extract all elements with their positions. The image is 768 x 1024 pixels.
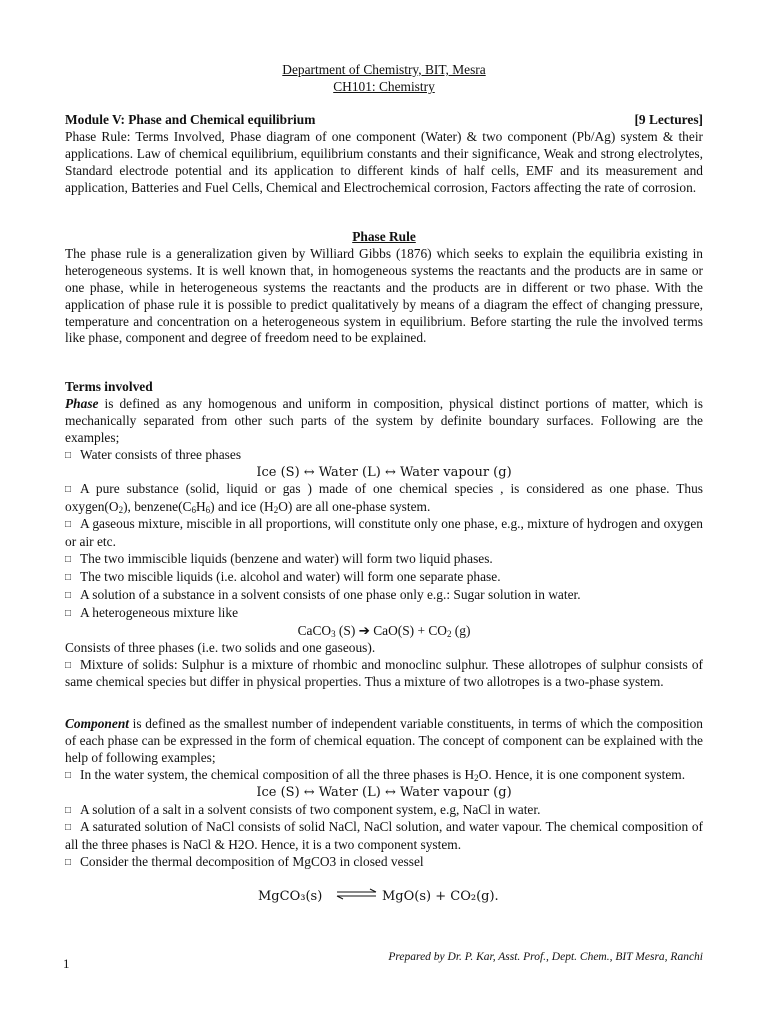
list-item: □ A heterogeneous mixture like	[65, 605, 703, 623]
phase-term: Phase	[65, 395, 99, 411]
component-section	[65, 716, 703, 872]
terms-heading: Terms involved	[65, 379, 153, 394]
list-item: □ Water consists of three phases	[65, 447, 703, 465]
page-number: 1	[63, 956, 70, 971]
phase-rule-intro: The phase rule is a generalization given by Williard Gibbs (1876) which seeks to explain the equilibria existing in heterogeneous systems. It is well known that, in homogeneous systems the reactants and the products are in same or one phase, while in heterogeneous systems the reactants and the products are in different or two phase. With the application of phase rule it is possible to predict qualitatively by means of a diagram the effect of changing pressure, temperature and concentration on a heterogeneous system in equilibrium. Before starting the rule the involved terms like phase, component and degree of freedom need to be explained.	[65, 245, 703, 346]
terms-section	[65, 379, 703, 691]
list-item: □ Mixture of solids: Sulphur is a mixture of rhombic and monoclinc sulphur. These allotropes of sulphur consists of same chemical species but differ in physical properties. Thus a mixture of two allotropes is a two-phase system.	[65, 657, 703, 692]
phase-def-text: is defined as any homogenous and uniform in composition, physical distinct portions of matter, which is mechanically separated from other such parts of the system by definite boundary surfaces. Following are the examples;	[65, 395, 703, 445]
mgco3-left: MgCO₃(s)	[258, 889, 323, 904]
header-department: Department of Chemistry, BIT, Mesra	[282, 62, 486, 77]
component-def-text: is defined as the smallest number of independent variable constituents, in terms of which the composition of each phase can be expressed in the form of chemical equation. The concept of component can be explained with the help of following examples;	[65, 716, 703, 765]
equation-mgco3	[258, 882, 518, 915]
header-course: CH101: Chemistry	[333, 78, 435, 94]
equation-water-phases: Ice (S) ↔ Water (L) ↔ Water vapour (g)	[256, 464, 512, 480]
list-item: □ A pure substance (solid, liquid or gas ) made of one chemical species , is considered as one phase. Thus $oxygen(O_2)$, $benzene(C_6H_6)$ and ice $(H_2O)$ are all one-phase system.	[65, 481, 703, 516]
equilibrium-arrow-icon	[337, 889, 376, 899]
module-title-row	[65, 112, 703, 129]
equation-water-phases-2: Ice (S) ↔ Water (L) ↔ Water vapour (g)	[256, 784, 512, 800]
phase-rule-heading: Phase Rule	[352, 229, 416, 244]
mgco3-right: MgO(s) + CO₂(g).	[382, 889, 499, 904]
list-item: □ A solution of a salt in a solvent consists of two component system, e.g, NaCl in water.	[65, 802, 703, 820]
three-phases-note: Consists of three phases (i.e. two solids and one gaseous).	[65, 639, 376, 655]
module-title: Module V: Phase and Chemical equilibrium	[65, 112, 316, 127]
document-header	[65, 62, 703, 96]
list-item: □ The two miscible liquids (i.e. alcohol and water) will form one separate phase.	[65, 569, 703, 587]
list-item: □ A gaseous mixture, miscible in all proportions, will constitute only one phase, e.g., mixture of hydrogen and oxygen or air etc.	[65, 516, 703, 551]
component-definition	[65, 716, 703, 767]
phase-definition	[65, 396, 703, 447]
list-item: □ A solution of a substance in a solvent consists of one phase only e.g.: Sugar solution in water.	[65, 587, 703, 605]
list-item: □ The two immiscible liquids (benzene and water) will form two liquid phases.	[65, 551, 703, 569]
equation-caco3: CaCO$_3$ (S) ➔ $CaO(S) + CO_2$ (g)	[297, 622, 471, 639]
module-syllabus: Phase Rule: Terms Involved, Phase diagram of one component (Water) & two component (Pb/Ag) system & their applications. Law of chemical equilibrium, equilibrium constants and their significance, Weak and strong electrolytes, Standard electrode potential and its application to different kinds of half cells, EMF and its measurement and application, Batteries and Fuel Cells, Chemical and Electrochemical corrosion, Factors affecting the rate of corrosion.	[65, 128, 703, 195]
list-item: □ Consider the thermal decomposition of MgCO3 in closed vessel	[65, 854, 703, 872]
footer-credit: Prepared by Dr. P. Kar, Asst. Prof., Dept. Chem., BIT Mesra, Ranchi	[388, 951, 703, 963]
list-item: □ In the water system, the chemical composition of all the three phases is $H_2O$. Hence, it is one component system.	[65, 767, 703, 785]
component-term: Component	[65, 716, 129, 731]
phase-rule-section	[65, 229, 703, 347]
list-item: □ A saturated solution of NaCl consists of solid NaCl, NaCl solution, and water vapour. The chemical composition of all the three phases is NaCl & H2O. Hence, it is a two component system.	[65, 819, 703, 854]
module-section	[65, 112, 703, 197]
module-lectures: [9 Lectures]	[634, 112, 703, 127]
